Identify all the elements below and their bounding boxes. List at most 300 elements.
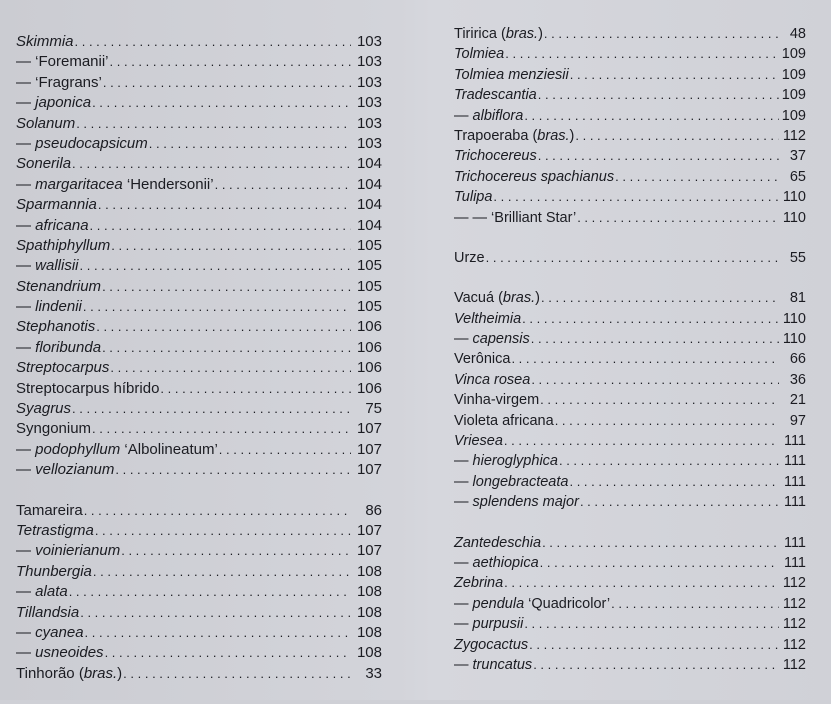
term-italic-part: Tolmiea [454,46,505,63]
term-italic-part: Sparmannia [16,196,97,214]
page-number: 109 [781,107,806,124]
page-number: 110 [782,331,806,348]
page-number: 111 [783,453,806,470]
index-term [16,297,82,317]
dot-leaders [522,309,779,329]
index-term [454,167,614,187]
index-term [454,126,574,146]
index-letter-group [16,501,382,685]
term-italic-part: voinierianum [35,542,121,560]
index-term [16,134,148,154]
index-term [16,440,218,460]
index-entry [16,154,382,174]
index-term [454,24,543,44]
term-italic-part: alata [35,583,68,601]
index-entry [454,24,806,44]
term-roman-part: — [454,331,473,348]
index-term [16,379,159,399]
term-roman-part: — [454,473,473,490]
dot-leaders [544,24,779,44]
page-number: 112 [782,575,806,592]
dot-leaders [570,65,779,85]
index-term [454,187,492,207]
index-term [454,85,537,105]
index-term [454,349,510,369]
term-italic-part: usneoides [35,644,104,662]
index-entry [454,329,806,349]
index-letter-group [454,288,806,512]
page-number: 108 [356,583,382,601]
page-number: 106 [356,379,382,397]
term-italic-part: Stephanotis [16,318,96,336]
index-entry [16,664,382,684]
dot-leaders [215,175,351,195]
term-roman-part: Vinha-virgem [454,392,540,409]
index-term [454,390,539,410]
term-italic-part: bras. [505,26,539,42]
term-italic-part: bras. [502,290,536,307]
term-roman-part: Tiririca ( [454,26,506,42]
page-number: 109 [781,66,806,83]
term-roman-part: — ‘Foremanii’ [16,53,109,71]
term-italic-part: Vriesea [454,433,503,450]
term-italic-part: vellozianum [35,461,115,479]
index-term [454,533,541,553]
index-entry [16,623,382,643]
index-term [454,635,528,655]
index-entry [454,208,806,228]
page-number: 103 [356,94,382,112]
dot-leaders [493,187,779,207]
page-number: 55 [789,249,806,266]
index-term [454,65,569,85]
index-entry [16,73,382,93]
page-number: 111 [783,473,806,490]
page-number: 111 [783,534,806,551]
dot-leaders [76,114,351,134]
index-term [16,154,71,174]
index-entry [16,643,382,663]
index-entry [454,431,806,451]
dot-leaders [611,594,779,614]
index-term [16,664,122,684]
index-entry [16,32,382,52]
index-term [454,573,503,593]
index-entry [454,85,806,105]
term-roman-part: — [454,656,473,673]
index-term [454,146,537,166]
index-term [16,582,68,602]
term-italic-part: aethiopica [472,554,539,571]
dot-leaders [577,208,779,228]
index-letter-group [454,533,806,676]
term-roman-part: — ‘Fragrans’ [16,73,102,91]
index-entry [454,411,806,431]
term-italic-part: Skimmia [16,33,74,50]
term-italic-part: Solanum [16,114,76,132]
term-roman-part: ) [117,664,123,682]
dot-leaders [486,248,779,268]
index-term [16,175,214,195]
index-term [16,399,71,419]
term-roman-part: — [16,338,36,356]
page-number: 36 [789,371,806,388]
index-entry [454,472,806,492]
index-term [16,114,75,134]
index-term [16,521,94,541]
index-term [16,236,110,256]
dot-leaders [524,614,779,634]
page-number: 105 [356,298,382,316]
page-number: 65 [789,168,806,185]
dot-leaders [511,349,779,369]
index-entry [454,655,806,675]
dot-leaders [98,195,351,215]
dot-leaders [123,664,351,684]
term-italic-part: cyanea [35,623,84,641]
page-number: 105 [356,277,382,295]
page-number: 107 [356,542,382,560]
dot-leaders [93,562,351,582]
dot-leaders [111,236,351,256]
page-number: 110 [782,189,806,206]
term-roman-part: Verônica [454,351,511,368]
term-italic-part: Tradescantia [454,87,537,104]
page-number: 110 [782,209,806,226]
dot-leaders [575,126,779,146]
index-entry [454,146,806,166]
dot-leaders [80,256,351,276]
term-roman-part: Tamareira [16,501,83,519]
term-roman-part: ‘Albolineatum’ [120,440,218,458]
index-term [16,52,109,72]
index-entry [16,358,382,378]
index-letter-group [454,248,806,268]
dot-leaders [80,603,351,623]
index-term [454,594,610,614]
index-entry [16,582,382,602]
dot-leaders [95,521,351,541]
dot-leaders [149,134,351,154]
page-number: 108 [356,623,382,641]
page-number: 111 [783,494,806,511]
index-entry [16,195,382,215]
page-number: 104 [356,216,382,234]
page-number: 103 [356,53,382,71]
term-roman-part: — [16,644,36,662]
page-number: 104 [356,175,382,193]
term-roman-part: — — ‘Brilliant Star’ [454,209,577,226]
dot-leaders [85,623,351,643]
index-term [16,317,95,337]
index-term [454,44,504,64]
term-italic-part: Spathiphyllum [16,236,111,254]
index-entry [16,338,382,358]
page-number: 112 [782,656,806,673]
index-entry [16,541,382,561]
term-italic-part: lindenii [35,298,82,316]
index-term [16,32,74,52]
index-term [454,248,485,268]
page-number: 105 [356,236,382,254]
index-entry [16,52,382,72]
term-roman-part: — [454,453,473,470]
index-entry [454,167,806,187]
term-roman-part: — [454,494,473,511]
index-term [454,431,503,451]
term-italic-part: Vinca rosea [454,371,531,388]
index-entry [16,175,382,195]
dot-leaders [115,460,351,480]
index-term [16,277,101,297]
dot-leaders [615,167,779,187]
page-number: 112 [782,636,806,653]
index-entry [16,216,382,236]
page-number: 86 [365,501,382,519]
term-italic-part: Veltheimia [454,310,522,327]
index-entry [454,248,806,268]
term-roman-part: ‘Hendersonii’ [122,175,214,193]
term-roman-part: Vacuá ( [454,290,503,307]
index-entry [454,309,806,329]
dot-leaders [580,492,779,512]
index-entry [16,501,382,521]
index-entry [454,390,806,410]
dot-leaders [83,297,351,317]
index-letter-group [454,0,806,228]
index-column-left [16,0,382,704]
index-term [454,553,539,573]
index-entry [16,297,382,317]
term-italic-part: podophyllum [35,440,121,458]
index-letter-group [16,0,382,481]
page-number: 110 [782,310,806,327]
index-entry [454,533,806,553]
dot-leaders [541,288,779,308]
index-entry [16,317,382,337]
index-term [454,288,540,308]
index-entry [454,573,806,593]
index-entry [454,635,806,655]
page-number: 97 [789,412,806,429]
index-entry [454,370,806,390]
term-italic-part: hieroglyphica [472,453,558,470]
index-term [16,338,101,358]
dot-leaders [505,44,779,64]
term-roman-part: Urze [454,249,485,266]
term-roman-part: Streptocarpus híbrido [16,379,160,397]
term-roman-part: — [16,542,36,560]
page-number: 103 [356,134,382,152]
term-italic-part: longebracteata [472,473,569,490]
term-roman-part: — [16,583,36,601]
index-term [16,358,109,378]
term-roman-part: — [16,175,36,193]
page-number: 107 [356,461,382,479]
index-entry [454,451,806,471]
page-number: 81 [789,290,806,307]
term-roman-part: — [454,595,473,612]
page-number: 21 [789,392,806,409]
term-italic-part: splendens major [472,494,579,511]
term-italic-part: wallisii [35,257,79,275]
term-italic-part: Sonerila [16,155,72,173]
index-entry [454,44,806,64]
index-entry [454,492,806,512]
term-roman-part: — [16,134,36,152]
index-entry [16,440,382,460]
index-term [16,541,120,561]
term-italic-part: Zygocactus [454,636,529,653]
term-roman-part: Violeta africana [454,412,554,429]
page-number: 111 [783,433,806,450]
index-term [454,655,532,675]
term-roman-part: ) [538,26,543,42]
index-entry [454,553,806,573]
dot-leaders [540,553,779,573]
dot-leaders [504,431,779,451]
index-entry [454,65,806,85]
dot-leaders [531,370,779,390]
index-entry [454,349,806,369]
index-term [454,370,530,390]
dot-leaders [569,472,779,492]
page-number: 108 [356,644,382,662]
page-number: 108 [356,562,382,580]
term-italic-part: Stenandrium [16,277,102,295]
term-roman-part: — [16,94,36,112]
index-entry [16,460,382,480]
index-entry [454,288,806,308]
term-italic-part: bras. [537,127,570,144]
page-number: 107 [356,420,382,438]
page-number: 108 [356,603,382,621]
index-entry [16,379,382,399]
term-roman-part: — [16,461,36,479]
page-number: 112 [782,595,806,612]
index-term [454,411,554,431]
term-roman-part: — [16,623,36,641]
index-entry [16,399,382,419]
dot-leaders [96,317,351,337]
dot-leaders [219,440,351,460]
term-italic-part: Streptocarpus [16,359,110,377]
page-number: 106 [356,318,382,336]
page-number: 103 [356,73,382,91]
page-number: 37 [789,148,806,165]
page-number: 109 [781,87,806,104]
index-entry [16,256,382,276]
dot-leaders [533,655,779,675]
page-number: 104 [356,155,382,173]
dot-leaders [102,338,351,358]
dot-leaders [531,329,779,349]
term-italic-part: floribunda [35,338,102,356]
dot-leaders [84,501,351,521]
page-number: 33 [365,664,382,682]
term-roman-part: ) [535,290,540,307]
index-entry [454,106,806,126]
term-italic-part: Syagrus [16,400,72,418]
dot-leaders [102,277,351,297]
term-italic-part: truncatus [472,656,533,673]
page-number: 66 [789,351,806,368]
term-italic-part: Trichocereus [454,148,537,165]
term-italic-part: capensis [472,331,530,348]
dot-leaders [69,582,351,602]
term-roman-part: ‘Quadricolor’ [524,595,611,612]
term-italic-part: bras. [83,664,118,682]
term-roman-part: Trapoeraba ( [454,127,538,144]
page-number: 106 [356,338,382,356]
dot-leaders [105,643,351,663]
term-italic-part: pendula [472,595,525,612]
page-number: 48 [789,26,806,42]
dot-leaders [72,399,351,419]
index-term [454,208,576,228]
dot-leaders [555,411,779,431]
term-roman-part: — [16,440,36,458]
index-term [16,93,91,113]
dot-leaders [542,533,779,553]
term-italic-part: Tulipa [454,189,493,206]
index-entry [16,277,382,297]
page-number: 112 [782,616,806,633]
page-number: 103 [356,33,382,50]
index-term [454,472,568,492]
index-column-right [454,0,806,695]
dot-leaders [524,106,778,126]
index-term [16,603,79,623]
index-term [16,643,104,663]
term-italic-part: purpusii [472,616,524,633]
index-term [16,256,79,276]
page-number: 107 [356,521,382,539]
dot-leaders [540,390,779,410]
page-number: 109 [781,46,806,63]
index-term [16,216,89,236]
index-term [16,419,91,439]
dot-leaders [529,635,779,655]
dot-leaders [92,93,351,113]
index-term [16,460,114,480]
dot-leaders [90,216,351,236]
dot-leaders [121,541,351,561]
index-entry [454,187,806,207]
index-entry [454,594,806,614]
term-roman-part: — [16,257,36,275]
index-term [16,623,84,643]
index-entry [454,126,806,146]
index-entry [16,419,382,439]
index-entry [16,134,382,154]
page-number: 107 [356,440,382,458]
dot-leaders [103,73,351,93]
page-number: 105 [356,257,382,275]
term-italic-part: margaritacea [35,175,123,193]
term-italic-part: Tolmiea menziesii [454,66,569,83]
term-italic-part: Tetrastigma [16,521,94,539]
index-term [454,492,579,512]
dot-leaders [92,419,351,439]
page-number: 103 [356,114,382,132]
term-italic-part: pseudocapsicum [35,134,148,152]
index-entry [16,562,382,582]
index-term [454,451,558,471]
dot-leaders [538,85,779,105]
term-italic-part: albiflora [472,107,524,124]
index-entry [16,603,382,623]
